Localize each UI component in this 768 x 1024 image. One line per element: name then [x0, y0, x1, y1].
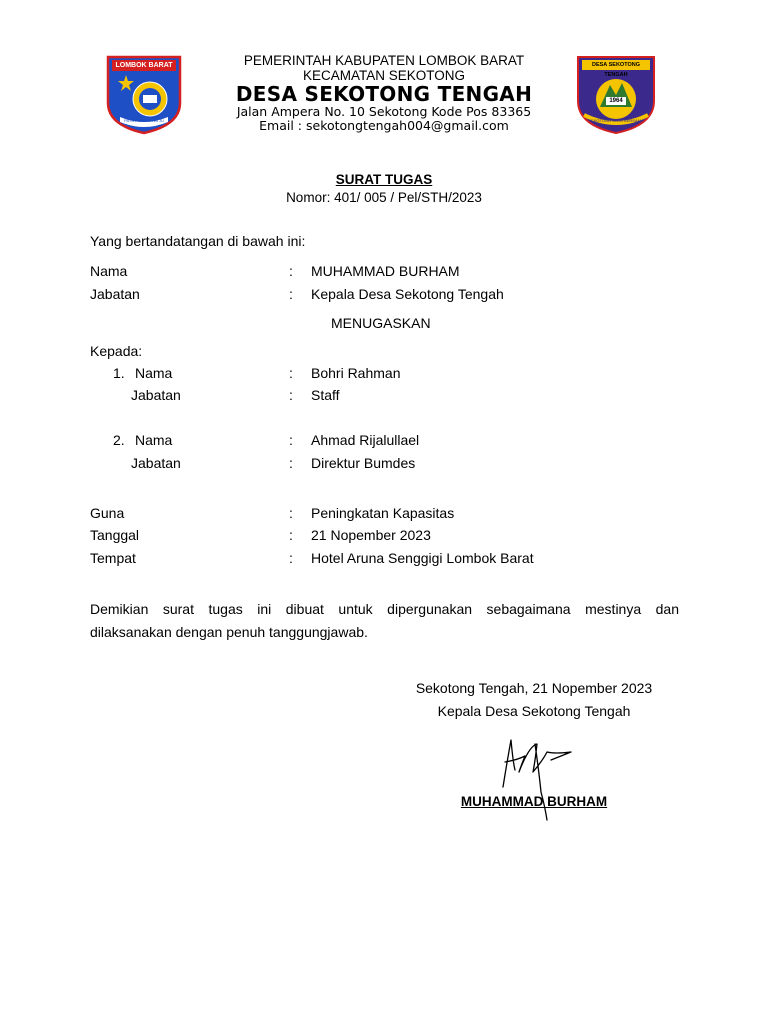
colon: :	[289, 387, 293, 403]
closing-paragraph-line1: Demikian surat tugas ini dibuat untuk dipergunakan sebagaimana mestinya dan	[90, 601, 679, 617]
header-line-village: DESA SEKOTONG TENGAH	[235, 82, 533, 106]
logo-right-text: DESA SEKOTONG TENGAH	[592, 62, 640, 78]
date-label: Tanggal	[90, 527, 140, 543]
place-value: Hotel Aruna Senggigi Lombok Barat	[311, 550, 534, 566]
handwritten-signature	[495, 732, 575, 824]
assignee-number: 1.	[113, 365, 125, 381]
assignee-name-label: Nama	[135, 432, 173, 448]
date-value: 21 Nopember 2023	[311, 527, 431, 543]
purpose-label: Guna	[90, 505, 125, 521]
kepada-label: Kepada:	[90, 343, 143, 359]
colon: :	[289, 286, 293, 302]
desa-sekotong-tengah-logo	[576, 55, 656, 135]
assignee-name-value: Bohri Rahman	[311, 365, 401, 381]
assignee-position-label: Jabatan	[131, 387, 181, 403]
signer-name: MUHAMMAD BURHAM	[460, 794, 608, 809]
assignee-position-value: Staff	[311, 387, 340, 403]
assignee-name-label: Nama	[135, 365, 173, 381]
colon: :	[289, 550, 293, 566]
signer-name-label: Nama	[90, 263, 128, 279]
signer-position-value: Kepala Desa Sekotong Tengah	[311, 286, 504, 302]
colon: :	[289, 455, 293, 471]
logo-right-motto: SEKOTONG MAJU BERSAMA	[588, 118, 644, 123]
colon: :	[289, 263, 293, 279]
letter-number: Nomor: 401/ 005 / Pel/STH/2023	[286, 190, 482, 205]
closing-paragraph-line2: dilaksanakan dengan penuh tanggungjawab.	[90, 624, 368, 640]
lombok-barat-logo	[106, 55, 182, 135]
colon: :	[289, 505, 293, 521]
logo-left-motto: PATUT PATUH PATJU	[124, 118, 164, 123]
logo-left-text: LOMBOK BARAT	[115, 62, 173, 69]
header-line-address: Jalan Ampera No. 10 Sekotong Kode Pos 83365	[236, 104, 532, 119]
header-line-district: KECAMATAN SEKOTONG	[302, 68, 466, 83]
assignee-name-value: Ahmad Rijalullael	[311, 432, 420, 448]
purpose-value: Peningkatan Kapasitas	[311, 505, 455, 521]
place-and-date: Sekotong Tengah, 21 Nopember 2023	[415, 680, 653, 696]
signer-position-label: Jabatan	[90, 286, 140, 302]
header-line-email: Email : sekotongtengah004@gmail.com	[259, 118, 509, 133]
assignee-number: 2.	[113, 432, 125, 448]
assignee-position-value: Direktur Bumdes	[311, 455, 416, 471]
signer-title: Kepala Desa Sekotong Tengah	[437, 703, 631, 719]
letter-title: SURAT TUGAS	[335, 172, 433, 187]
colon: :	[289, 365, 293, 381]
header-line-government: PEMERINTAH KABUPATEN LOMBOK BARAT	[243, 53, 525, 68]
colon: :	[289, 527, 293, 543]
place-label: Tempat	[90, 550, 136, 566]
assignee-position-label: Jabatan	[131, 455, 181, 471]
menugaskan-heading: MENUGASKAN	[331, 315, 431, 331]
colon: :	[289, 432, 293, 448]
logo-right-year: 1964	[609, 98, 623, 104]
intro-text: Yang bertandatangan di bawah ini:	[90, 233, 306, 249]
signer-name-value: MUHAMMAD BURHAM	[311, 263, 460, 279]
